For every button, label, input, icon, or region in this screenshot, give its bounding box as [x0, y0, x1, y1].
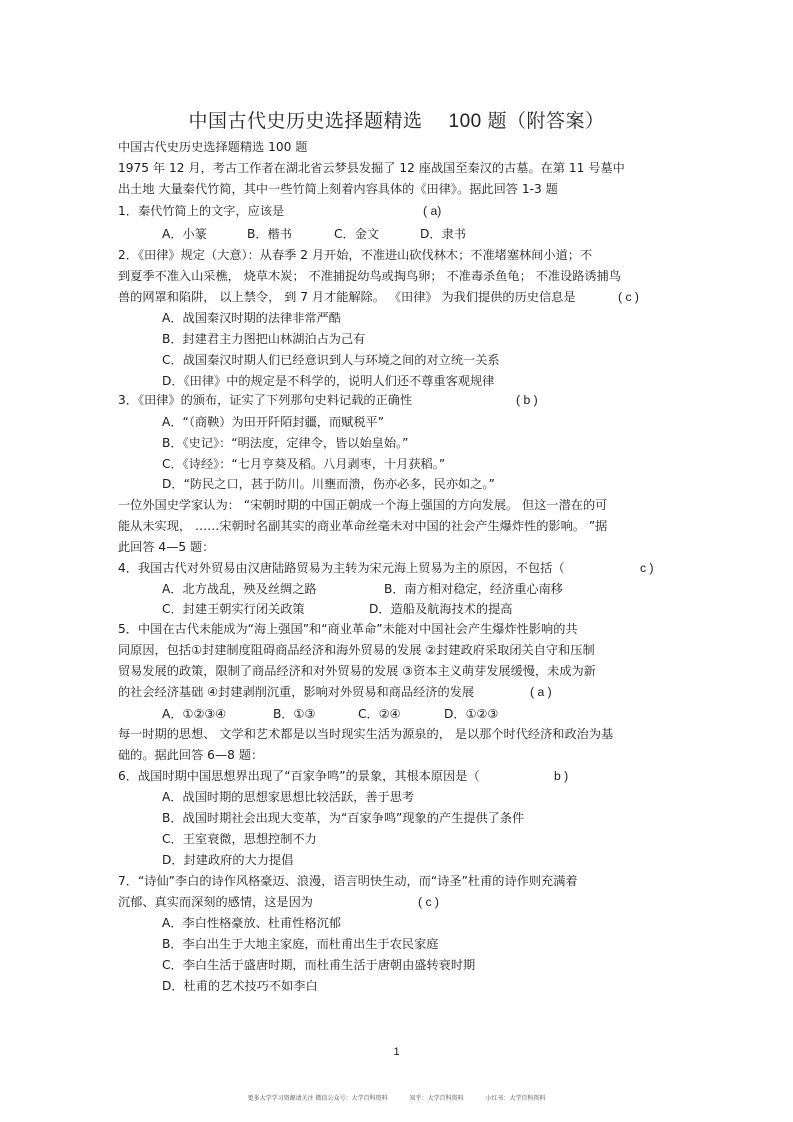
option-c: C．金文 — [334, 227, 380, 241]
question-4-text: 4．我国古代对外贸易由汉唐陆路贸易为主转为宋元海上贸易为主的原因，不包括（ — [118, 561, 565, 575]
question-2-stem-line-1: 2．《田律》规定（大意）：从春季 2 月开始，不准进山砍伐林木；不准堵塞林间小道；不 — [118, 248, 593, 262]
passage-2-line-3: 此回答 4—5 题： — [118, 540, 215, 554]
question-2-option-c: C．战国秦汉时期人们已经意识到人与环境之间的对立统一关系 — [162, 353, 500, 367]
question-5-stem-line-2: 同原因，包括①封建制度阻碍商品经济和海外贸易的发展 ②封建政府采取闭关自守和压制 — [118, 643, 595, 657]
option-d: D．①②③ — [444, 707, 499, 721]
question-7-option-a: A．李白性格豪放、杜甫性格沉郁 — [162, 916, 341, 930]
question-6-stem — [118, 768, 569, 784]
question-3-text: 3．《田律》的颁布，证实了下列那句史料记载的正确性 — [118, 393, 413, 407]
question-3-option-c: C．《诗经》：“七月亨葵及稻。八月剥枣，十月获稻。” — [162, 457, 446, 471]
question-2-text: 兽的网罩和陷阱， 以上禁令， 到 7 月才能解除。 《田律》 为我们提供的历史信息是 — [118, 290, 576, 304]
question-1-stem — [118, 203, 442, 219]
question-1-answer: ( a) — [423, 204, 442, 218]
option-a: A．小篆 — [162, 227, 207, 241]
question-7-stem-line-1: 7．“诗仙”李白的诗作风格豪迈、浪漫，语言明快生动，而“诗圣”杜甫的诗作则充满着 — [118, 874, 578, 888]
footer — [0, 1093, 793, 1102]
footer-text-zhihu: 知乎：大学百科资料 — [409, 1095, 464, 1102]
passage-2-line-2: 能从未实现， ……宋朝时名副其实的商业革命丝毫未对中国的社会产生爆炸性的影响。 ”据 — [118, 519, 608, 533]
question-3-answer: ( b ) — [516, 393, 538, 407]
question-6-text: 6．战国时期中国思想界出现了“百家争鸣”的景象，其根本原因是（ — [118, 769, 480, 783]
question-2-stem-line-2: 到夏季不准入山采樵， 烧草木炭； 不准捕捉幼鸟或掏鸟卵； 不准毒杀鱼龟； 不准设路诱捕鸟 — [118, 269, 621, 283]
question-6-option-a: A．战国时期的思想家思想比较活跃，善于思考 — [162, 790, 415, 804]
option-a: A．北方战乱，殃及丝绸之路 — [162, 582, 317, 596]
option-d: D．造船及航海技术的提高 — [369, 602, 513, 616]
question-5-answer: ( a ) — [530, 685, 552, 699]
title-text: 中国古代史历史选择题精选 — [188, 110, 423, 132]
question-1-text: 1．秦代竹简上的文字，应该是 — [118, 204, 285, 218]
option-d: D．隶书 — [420, 227, 466, 241]
question-2-option-a: A．战国秦汉时期的法律非常严酷 — [162, 311, 341, 325]
question-7-option-b: B．李白出生于大地主家庭，而杜甫出生于农民家庭 — [162, 937, 439, 951]
question-5-stem-line-3: 贸易发展的政策，限制了商品经济和对外贸易的发展 ③资本主义萌芽发展缓慢，未成为新 — [118, 664, 596, 678]
passage-1-line-2: 出土地 大量秦代竹简，其中一些竹简上刻着内容具体的《田律》。据此回答 1-3 题 — [118, 182, 558, 196]
question-3-option-b: B．《史记》：“明法度，定律令，皆以始皇始。” — [162, 436, 409, 450]
footer-text-wechat: 更多大学学习资源请关注 微信公众号：大学百科资料 — [247, 1095, 388, 1102]
question-4-stem — [118, 560, 654, 576]
document-title — [0, 106, 793, 133]
question-7-option-c: C．李白生活于盛唐时期，而杜甫生活于唐朝由盛转衰时期 — [162, 958, 476, 972]
question-2-option-b: B．封建君主力图把山林湖泊占为己有 — [162, 332, 366, 346]
option-c: C．②④ — [358, 707, 401, 721]
question-3-option-a: A．“（商鞅）为田开阡陌封疆，而赋税平” — [162, 415, 385, 429]
question-4-answer: c ) — [640, 561, 654, 575]
question-7-answer: ( c ) — [418, 895, 439, 909]
question-2-stem-line-3 — [118, 289, 639, 305]
question-7-stem-line-2 — [118, 894, 439, 910]
option-c: C．封建王朝实行闭关政策 — [162, 602, 305, 616]
question-6-answer: b ) — [554, 769, 569, 783]
passage-1-line-1: 1975 年 12 月，考古工作者在湖北省云梦县发掘了 12 座战国至秦汉的古墓。在第 11 号墓中 — [118, 161, 625, 175]
question-5-text: 的社会经济基础 ④封建剥削沉重，影响对外贸易和商品经济的发展 — [118, 685, 475, 699]
question-5-stem-line-1: 5．中国在古代未能成为“海上强国”和“商业革命”未能对中国社会产生爆炸性影响的共 — [118, 622, 578, 636]
question-6-option-d: D．封建政府的大力提倡 — [162, 853, 294, 867]
question-5-stem-line-4 — [118, 684, 552, 700]
question-6-option-c: C．王室衰微，思想控制不力 — [162, 832, 317, 846]
passage-2-line-1: 一位外国史学家认为： “宋朝时期的中国正朝成一个海上强国的方向发展。 但这一潜在的可 — [118, 498, 608, 512]
question-2-answer: ( c ) — [618, 290, 639, 304]
subtitle: 中国古代史历史选择题精选 100 题 — [118, 140, 308, 154]
title-count: 100 题（附答案） — [448, 111, 605, 132]
option-b: B．①③ — [273, 707, 316, 721]
footer-text-xiaohongshu: 小红书：大学百科资料 — [485, 1095, 546, 1102]
question-6-option-b: B．战国时期社会出现大变革，为“百家争鸣”现象的产生提供了条件 — [162, 811, 525, 825]
option-b: B．南方相对稳定，经济重心南移 — [384, 582, 563, 596]
page-number: 1 — [393, 1046, 400, 1058]
question-2-option-d: D．《田律》中的规定是不科学的，说明人们还不尊重客观规律 — [162, 374, 495, 388]
question-3-stem — [118, 392, 538, 408]
question-7-option-d: D．杜甫的艺术技巧不如李白 — [162, 979, 318, 993]
passage-3-line-1: 每一时期的思想、 文学和艺术都是以当时现实生活为源泉的， 是以那个时代经济和政治为基 — [118, 727, 614, 741]
option-b: B．楷书 — [247, 227, 292, 241]
question-3-option-d: D．“防民之口，甚于防川。川壅而溃，伤亦必多，民亦如之。” — [162, 477, 495, 491]
option-a: A．①②③④ — [162, 707, 227, 721]
question-7-text: 沉郁、真实而深刻的感情，这是因为 — [118, 895, 313, 909]
passage-3-line-2: 础的。据此回答 6—8 题： — [118, 748, 264, 762]
